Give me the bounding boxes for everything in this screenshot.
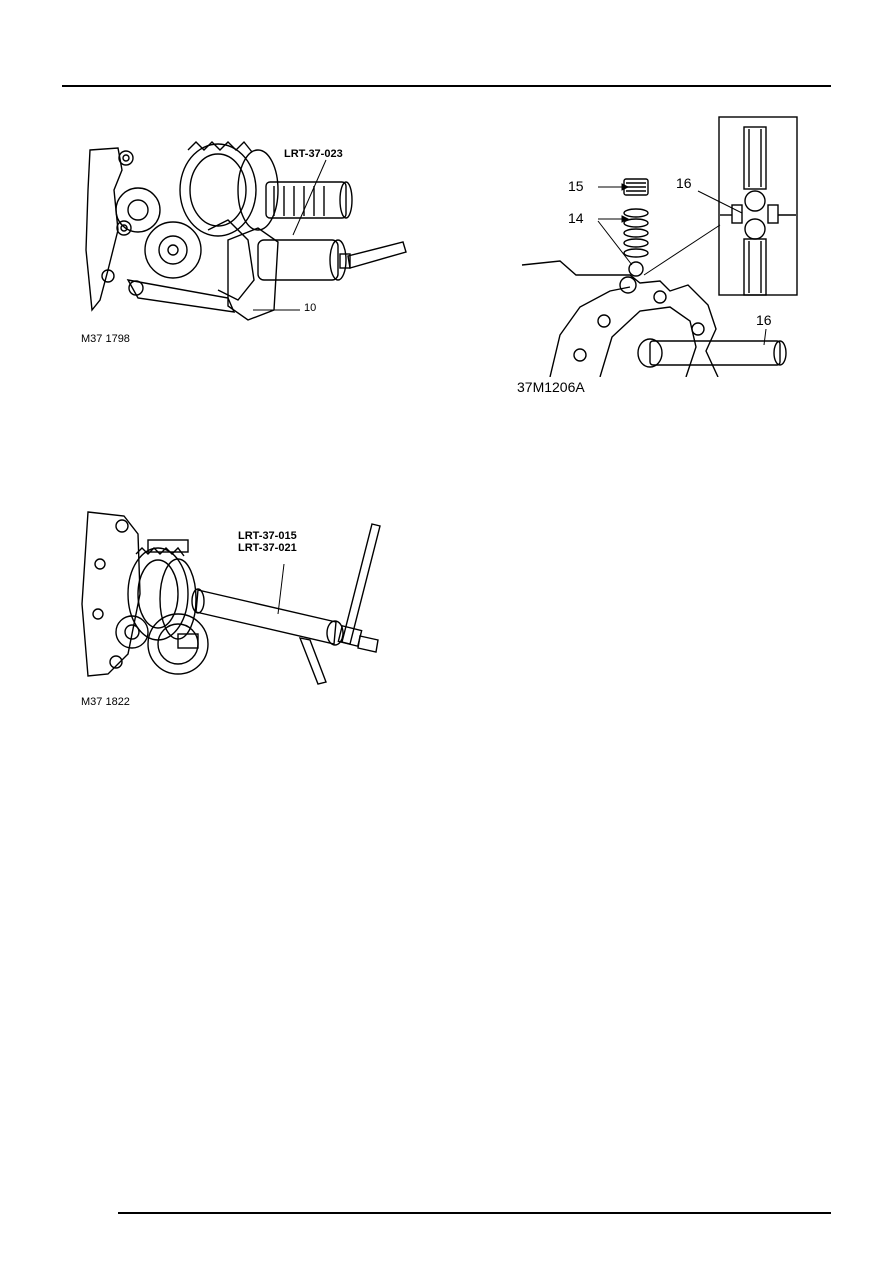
item-label-15: 15 — [568, 178, 584, 194]
tool-label-lrt-37-021: LRT-37-021 — [238, 542, 297, 554]
tool-label-lrt-37-015: LRT-37-015 — [238, 530, 297, 542]
footer-rule — [118, 1212, 831, 1214]
detent-assembly-illustration — [520, 115, 800, 377]
item-label-16-shaft: 16 — [756, 312, 772, 328]
item-label-14: 14 — [568, 210, 584, 226]
figure-detent-spring-ball — [520, 115, 800, 377]
item-label-10: 10 — [304, 302, 317, 314]
figure-3-caption: M37 1822 — [81, 696, 130, 708]
gearbox-illustration-1 — [78, 130, 408, 330]
item-label-16-inset: 16 — [676, 175, 692, 191]
figure-1-caption: M37 1798 — [81, 333, 130, 345]
header-rule — [62, 85, 831, 87]
tool-label-lrt-37-023: LRT-37-023 — [284, 148, 343, 160]
figure-2-caption: 37M1206A — [517, 379, 585, 395]
figure-bearing-puller-tool — [78, 504, 398, 690]
figure-gear-removal-tool — [78, 130, 408, 330]
